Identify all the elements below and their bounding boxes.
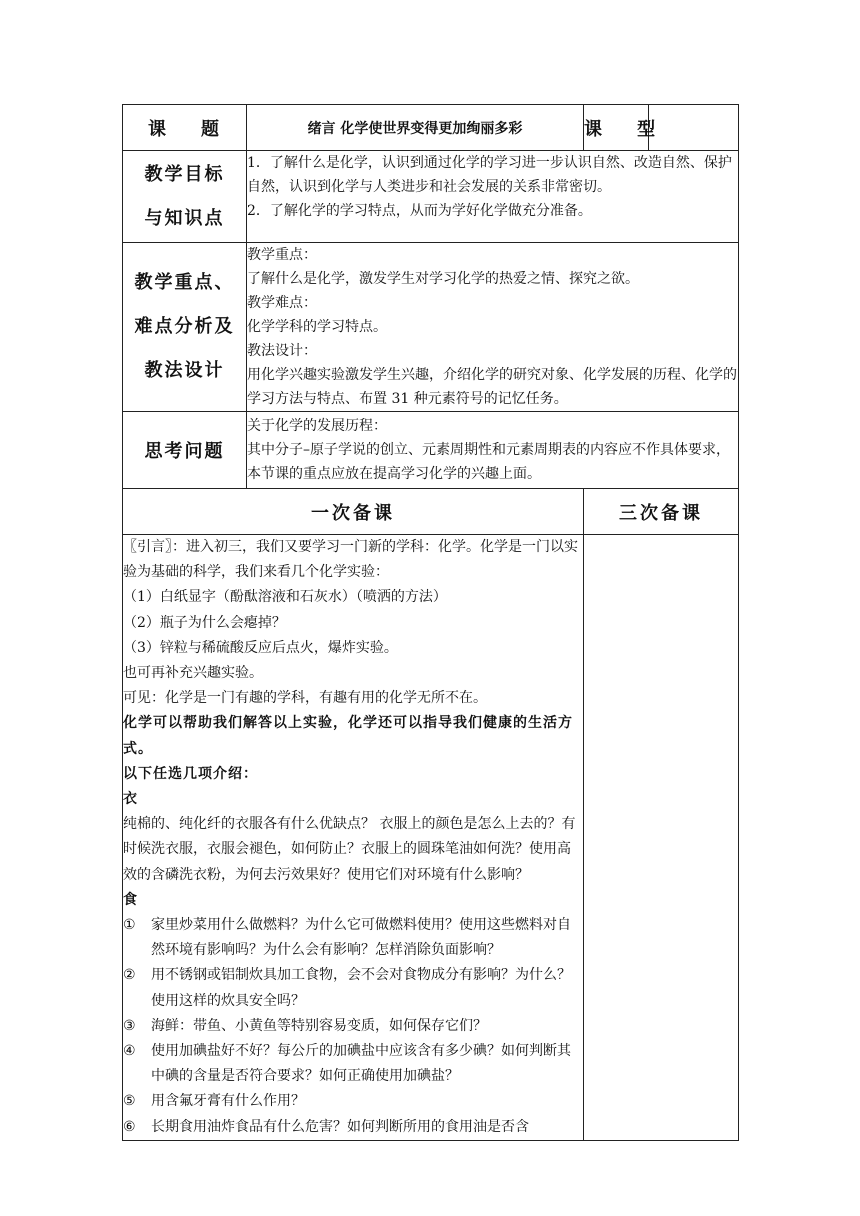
key-points-label-line3: 教法设计 xyxy=(144,360,225,381)
questions-row xyxy=(123,412,739,489)
clothing-text: 纯棉的、纯化纤的衣服各有什么优缺点？ 衣服上的颜色是怎么上去的？有时候洗衣服，衣服会褪色，如何防止？衣服上的圆珠笔油如何洗？使用高效的含磷洗衣粉，为何去污效果好？使用它们对环境有什么影响？ xyxy=(123,816,576,883)
clothing-heading: 衣 xyxy=(123,791,138,808)
objectives-label-line2: 与知识点 xyxy=(144,207,225,229)
key-points-label-line2: 难点分析及 xyxy=(134,316,235,337)
experiment-3: （3）锌粒与稀硫酸反应后点火，爆炸实验。 xyxy=(123,639,398,656)
body-row xyxy=(123,535,739,1141)
food-item-6 xyxy=(123,1115,583,1140)
food-item-text: 家里炒菜用什么做燃料？为什么它可做燃料使用？使用这些燃料对自然环境有影响吗？为什么会有影响？怎样消除负面影响？ xyxy=(151,917,571,959)
topic-label: 课 题 xyxy=(123,105,247,151)
type-label: 课 型 xyxy=(584,105,649,151)
questions-label: 思考问题 xyxy=(123,412,247,489)
food-item-text: 长期食用油炸食品有什么危害？如何判断所用的食用油是否含 xyxy=(151,1118,529,1135)
type-value xyxy=(649,105,739,151)
first-prep-heading: 一次备课 xyxy=(123,489,584,535)
key-points-row xyxy=(123,243,739,412)
objectives-row xyxy=(123,151,739,243)
food-item-text: 使用加碘盐好不好？每公斤的加碘盐中应该含有多少碘？如何判断其中碘的含量是否符合要求？如何正确使用加碘盐？ xyxy=(151,1043,571,1085)
food-item-text: 海鲜：带鱼、小黄鱼等特别容易变质，如何保存它们？ xyxy=(151,1017,487,1034)
objectives-content xyxy=(247,151,739,243)
experiment-1: （1）白纸显字（酚酞溶液和石灰水）（喷洒的方法） xyxy=(123,589,447,606)
intro-text: 〖引言〗：进入初三，我们又要学习一门新的学科：化学。化学是一门以实验为基础的科学，我们来看几个化学实验： xyxy=(123,539,578,581)
food-item-number: ④ xyxy=(123,1043,136,1060)
food-item-number: ⑥ xyxy=(123,1118,136,1135)
third-prep-heading: 三次备课 xyxy=(584,489,739,535)
topic-value: 绪言 化学使世界变得更加绚丽多彩 xyxy=(247,105,584,151)
key-points-label-line1: 教学重点、 xyxy=(134,272,235,293)
lesson-plan-table xyxy=(122,104,739,1141)
food-item-number: ① xyxy=(123,917,136,934)
choose-text: 以下任选几项介绍： xyxy=(123,765,258,782)
bold-statement: 化学可以帮助我们解答以上实验，化学还可以指导我们健康的生活方式。 xyxy=(123,715,573,757)
food-item-1 xyxy=(123,913,583,963)
first-prep-content xyxy=(123,535,584,1141)
difficulty-heading: 教学难点： xyxy=(247,295,317,311)
food-heading: 食 xyxy=(123,891,138,908)
experiment-2: （2）瓶子为什么会瘪掉？ xyxy=(123,614,286,631)
questions-text: 其中分子–原子学说的创立、元素周期性和元素周期表的内容应不作具体要求，本节课的重点应放在提高学习化学的兴趣上面。 xyxy=(247,442,730,482)
key-points-content xyxy=(247,243,739,412)
food-item-text: 用不锈钢或铝制炊具加工食物，会不会对食物成分有影响？为什么？使用这样的炊具安全吗？ xyxy=(151,967,571,1009)
method-text: 用化学兴趣实验激发学生兴趣，介绍化学的研究对象、化学发展的历程、化学的学习方法与特点、布置 31 种元素符号的记忆任务。 xyxy=(247,367,737,407)
questions-heading: 关于化学的发展历程： xyxy=(247,418,387,434)
extra-experiments: 也可再补充兴趣实验。 xyxy=(123,665,263,682)
third-prep-content xyxy=(584,535,739,1141)
objectives-label xyxy=(123,151,247,243)
topic-row xyxy=(123,105,739,151)
objectives-label-line1: 教学目标 xyxy=(144,163,225,185)
food-item-4 xyxy=(123,1039,583,1089)
key-focus-heading: 教学重点： xyxy=(247,247,317,263)
food-item-5 xyxy=(123,1089,583,1114)
difficulty-text: 化学学科的学习特点。 xyxy=(247,319,387,335)
food-item-3 xyxy=(123,1014,583,1039)
food-item-number: ② xyxy=(123,967,136,984)
objective-item-2: 2．了解化学的学习特点，从而为学好化学做充分准备。 xyxy=(247,203,592,219)
conclusion: 可见：化学是一门有趣的学科，有趣有用的化学无所不在。 xyxy=(123,690,487,707)
food-item-2 xyxy=(123,963,583,1013)
food-item-text: 用含氟牙膏有什么作用？ xyxy=(151,1093,305,1110)
food-item-number: ⑤ xyxy=(123,1093,136,1110)
key-points-label xyxy=(123,243,247,412)
objective-item-1: 1．了解什么是化学，认识到通过化学的学习进一步认识自然、改造自然、保护自然，认识到化学与人类进步和社会发展的关系非常密切。 xyxy=(247,155,732,195)
key-focus-text: 了解什么是化学，激发学生对学习化学的热爱之情、探究之欲。 xyxy=(247,271,639,287)
questions-content xyxy=(247,412,739,489)
method-heading: 教法设计： xyxy=(247,343,317,359)
food-item-number: ③ xyxy=(123,1017,136,1034)
columns-row xyxy=(123,489,739,535)
